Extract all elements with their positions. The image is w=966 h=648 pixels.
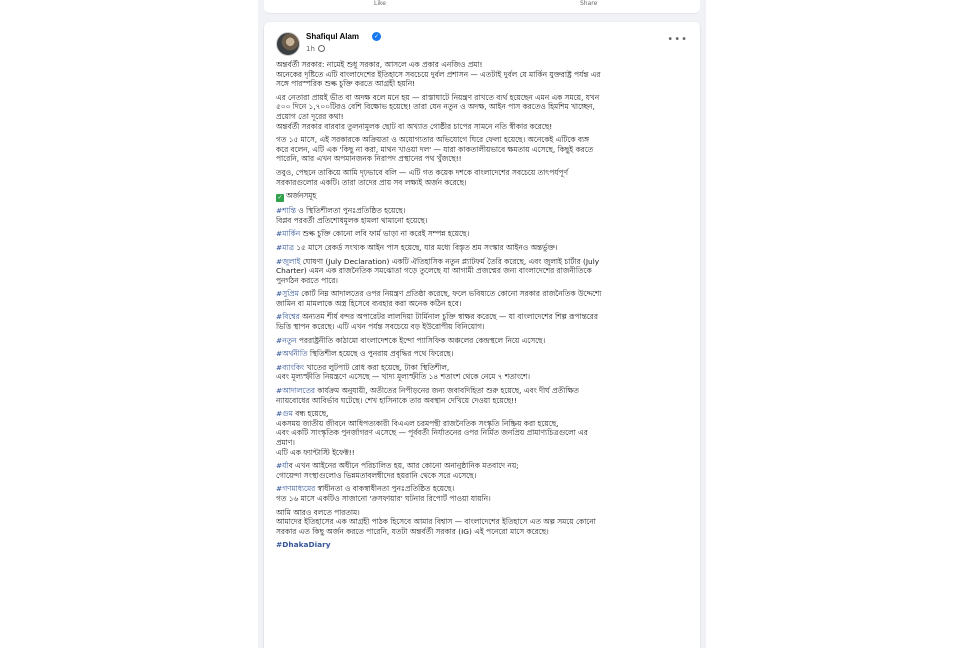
item-text: ন্যায়বোধের আবির্ভাব ঘটেছে। শেখ হাসিনাকে তার অবস্থান দেখিয়ে দেওয়া হয়েছে!! — [276, 395, 518, 405]
achievements-heading — [276, 191, 688, 202]
achievement-item — [276, 229, 688, 239]
text-line: অনেকের দৃষ্টিতে এটি বাংলাদেশের ইতিহাসে সবচেয়ে দুর্বল প্রশাসন — এতটাই দুর্বল যে মার্কিন যুক্তরাষ্ট্র পর্যন্ত এর — [276, 69, 601, 79]
text-line — [276, 386, 688, 396]
item-text: বিপ্লব পরবর্তী প্রতিশোধমূলক হামলা থামানো হয়েছে। — [276, 215, 428, 225]
achievements-list — [276, 206, 688, 503]
item-text: একসময় জাতীয় জীবনে আধিপত্যকারী বিএএল চরমপন্থী রাজনৈতিক সংস্কৃতি নিষ্ক্রিয় করা হয়েছে, — [276, 418, 559, 428]
paragraph-4 — [276, 168, 688, 187]
text-line — [276, 471, 688, 481]
avatar[interactable] — [276, 32, 300, 56]
text-line — [276, 266, 688, 276]
check-icon: ✓ — [277, 194, 283, 202]
paragraph-3 — [276, 135, 688, 164]
item-text: কোর্ট নিম্ন আদালতের ওপর নিয়ন্ত্রণ প্রতিষ্ঠা করেছে, ফলে ভবিষ্যতে কোনো সরকার রাজনৈতিক উদ্দেশ্যে — [298, 289, 602, 299]
item-text: ভিত্তি স্থাপন করেছে। এটি এখন পর্যন্ত সবচেয়ে বড় ইউরোপীয় বিনিয়োগ। — [276, 322, 485, 332]
previous-post-footer — [264, 0, 700, 14]
item-text: গত ১৬ মাসে একটিও সাজানো 'ক্রসফায়ার' ঘটনার রিপোর্ট পাওয়া যায়নি। — [276, 493, 491, 503]
intro-paragraph — [276, 60, 688, 89]
hashtag-link[interactable]: #মাত্র — [276, 242, 294, 252]
item-text: ঘোষণা (July Declaration) একটি ঐতিহাসিক নতুন প্ল্যাটফর্ম তৈরি করেছে, এবং জুলাই চার্টার (July — [300, 256, 600, 266]
text-line: আমাদের ইতিহাসের এক আগ্রহী পাঠক হিসেবে আমার বিশ্বাস — বাংলাদেশের ইতিহাসে এত অল্প সময়ে কোনো — [276, 517, 596, 527]
closing-paragraph — [276, 508, 688, 537]
text-line — [276, 289, 688, 299]
hashtag-link[interactable]: #অর্থনীতি — [276, 349, 308, 359]
item-text: ্যাব এখন আইনের অধীনে পরিচালিত হয়, আর কোনো অনানুষ্ঠানিক মতবাদে নয়; — [288, 461, 519, 471]
text-line — [276, 396, 688, 406]
like-button[interactable]: Like — [374, 0, 386, 7]
text-line — [276, 206, 688, 216]
achievement-item — [276, 386, 688, 405]
text-line: করে বলেন, এটি এক 'কিছু না করা, মাথন খাওয়া দল' — যারা কাকতালীয়ভাবে ক্ষমতায় এসেছে, কিছুই করতে — [276, 144, 594, 154]
hashtag-link[interactable]: #বিশ্বের — [276, 312, 300, 322]
item-text: খাতের লুটপাট রোধ করা হয়েছে, টাকা স্থিতিশীল, — [304, 362, 450, 372]
hashtag-link[interactable]: #জুলাই — [276, 256, 301, 266]
item-text: এবং মূল্যস্ফীতি নিয়ন্ত্রণে এসেছে — খাদ্য মূল্যস্ফীতি ১৪ শতাংশ থেকে নেমে ৭ শতাংশে। — [276, 372, 531, 382]
item-text: প্রমাণ। — [276, 438, 295, 447]
item-text: এবং একটি সাংস্কৃতিক পুনর্জাগরণ এসেছে — পূর্ববর্তী নির্যাতনের ওপর নির্মিত জনপ্রিয় প্রামাণ্যচিত্রগুলো এর — [276, 428, 588, 438]
achievement-item — [276, 257, 688, 286]
text-line: সরকারগুলোর একটি। তারা তাদের প্রায় সব লক্ষ্যই অর্জন করেছে। — [276, 177, 467, 187]
text-line: অন্তর্বর্তী সরকার বারবার তুলনামূলক ছোট বা অখ্যাত গোষ্ঠীর চাপের সামনে নতি স্বীকার করেছে! — [276, 121, 553, 131]
text-line: ৫০০ দিনে ১,৭০০টিরও বেশি বিক্ষোভ হয়েছে! তারা যেন নতুন ও অদক্ষ, আইন পাস করতেও হিমশিম খাচ্ছেন, — [276, 102, 595, 112]
item-text: অন্যতম শীর্ষ বন্দর অপারেটর লালদিয়া টার্মিনাল চুক্তি স্বাক্ষর করেছে — যা বাংলাদেশের শিল্প রূপান্তরের — [299, 312, 598, 322]
text-line — [276, 299, 688, 309]
text-line — [276, 372, 688, 382]
text-line — [276, 216, 688, 226]
item-text: কার্যক্রম অনুযায়ী, অতীতের নিপীড়নের জন্য জবাবদিহিতা শুরু হয়েছে, এবং দীর্ঘ প্রতীক্ষিত — [314, 386, 579, 396]
text-line: সঙ্গে পারস্পরিক শুল্ক চুক্তি করতে আগ্রহী হয়নি! — [276, 79, 416, 89]
post-header — [274, 30, 690, 58]
text-line — [276, 257, 688, 267]
text-line: গত ১৫ মাসে, এই সরকারকে অক্রিয়তা ও অযোগ্যতার অভিযোগে ঘিরে ফেলা হয়েছে। অনেকেই এটিকে ব্যঙ্গ — [276, 135, 590, 145]
text-line: প্রয়োগ তো দূরের কথা! — [276, 111, 344, 121]
text-line — [276, 336, 688, 346]
paragraph-2 — [276, 93, 688, 131]
hashtag-link[interactable]: #র — [276, 461, 289, 471]
text-line: অন্তর্বর্তী সরকার: নামেই শুধু সরকার, আসলে এক প্রকার এনজিও প্রমা! — [276, 60, 483, 69]
text-line — [276, 448, 688, 458]
heading-text: অর্জনসমূহ — [286, 191, 317, 201]
text-line — [276, 484, 688, 494]
hashtag-link[interactable]: #শান্তি — [276, 206, 296, 216]
achievement-item — [276, 336, 688, 346]
text-line — [276, 409, 688, 419]
item-text: পুনর্গঠন করতে পারে। — [276, 275, 338, 285]
item-text: Charter) এমন এক রাজনৈতিক সমঝোতা গড়ে তুলেছে যা আগামী প্রজন্মের জন্য বাংলাদেশের রাজনীতিকে — [276, 266, 592, 276]
text-line: তবুও, পেছনে তাকিয়ে আমি দৃঢ়ভাবে বলি — এটি গত কয়েক দশকে বাংলাদেশের সবচেয়ে তাৎপর্যপূর্ণ — [276, 167, 569, 177]
text-line — [276, 428, 688, 438]
hashtag-link[interactable]: #গণমাধ্যমের — [276, 484, 316, 494]
item-text: স্বাধীনতা ও বাকস্বাধীনতা পুনঃপ্রতিষ্ঠিত হয়েছে। — [315, 484, 455, 494]
hashtag-link[interactable]: #সুপ্রিম — [276, 289, 299, 299]
text-line — [276, 494, 688, 504]
author-name[interactable]: Shafiqul Alam — [306, 32, 360, 41]
text-line — [276, 363, 688, 373]
text-line: আমি আরও বলতে পারতাম। — [276, 507, 360, 517]
text-line: সরকার এত কিছু অর্জন করতে পারেনি, যতটা অন্তর্বর্তী সরকার (IG) এই পনেরো মাসে করেছে। — [276, 526, 549, 536]
hashtag-link[interactable]: #আদালতের — [276, 386, 315, 396]
share-button[interactable]: Share — [580, 0, 598, 7]
achievement-item — [276, 312, 688, 331]
text-line — [276, 349, 688, 359]
globe-icon — [318, 45, 325, 52]
achievement-item — [276, 461, 688, 480]
text-line — [276, 461, 688, 471]
achievement-item — [276, 206, 688, 225]
post-time[interactable]: 1h — [306, 45, 315, 53]
item-text: এটি এক ফ্যান্টাস্টি ইফেক্ট!! — [276, 447, 355, 457]
verified-icon: ✓ — [373, 33, 380, 40]
hashtag-link[interactable]: #ব্যাংকিং — [276, 362, 305, 372]
item-text: স্থিতিশীল হয়েছে ও পুনরায় প্রবৃদ্ধির পথে ফিরেছে। — [307, 349, 454, 359]
post-meta — [306, 45, 325, 53]
item-text: পররাষ্ট্রনীতি কাঠামো বাংলাদেশকে ইন্দো প্যাসিফিক অঞ্চলের কেন্দ্রস্থলে নিয়ে এসেছে। — [296, 335, 546, 345]
hashtag-link[interactable]: #মার্কিন — [276, 229, 301, 239]
achievement-item — [276, 243, 688, 253]
more-options-icon[interactable]: ••• — [667, 34, 688, 45]
hashtag-link[interactable]: #গুম — [276, 409, 293, 419]
item-text: ১৫ মাসে রেকর্ড সংখ্যক আইন পাস হয়েছে, যার মধ্যে বিস্তৃত শ্রম সংস্কার আইনও অন্তর্ভুক্ত। — [293, 242, 558, 252]
footer-hashtag[interactable]: #DhakaDiary — [276, 540, 331, 550]
post-body — [276, 60, 688, 554]
item-text: শুল্ক চুক্তি কোনো লবি ফার্ম ভাড়া না করেই সম্পন্ন হয়েছে। — [300, 229, 470, 239]
item-text: গোয়েন্দা সংস্থাগুলোও ভিন্নমতাবলম্বীদের হয়রানি থেকে সরে এসেছে। — [276, 470, 477, 480]
item-text: ও স্থিতিশীলতা পুনঃপ্রতিষ্ঠিত হয়েছে। — [295, 206, 406, 216]
hashtag-link[interactable]: #নতুন — [276, 335, 297, 345]
text-line — [276, 438, 688, 448]
text-line — [276, 322, 688, 332]
achievement-item — [276, 349, 688, 359]
achievement-item — [276, 363, 688, 382]
item-text: জামিন বা মামলাকে অস্ত্র হিসেবে ব্যবহার করা অনেক কঠিন হবে। — [276, 298, 462, 308]
text-line: পারেনি, আর এখন অপমানজনক নিরাপদ প্রস্থানের পথ খুঁজছে!! — [276, 154, 462, 164]
achievement-item — [276, 409, 688, 457]
achievement-item — [276, 484, 688, 503]
text-line — [276, 243, 688, 253]
text-line: এর নেতারা প্রায়ই ভীত বা অদক্ষ বলে মনে হয় — রাস্তাঘাটে নিয়ন্ত্রণ রাখতে ব্যর্থ হয়েছেন এমন এক সময়ে, যখন — [276, 92, 600, 102]
text-line — [276, 229, 688, 239]
text-line — [276, 276, 688, 286]
post-card — [264, 22, 700, 648]
achievement-item — [276, 289, 688, 308]
text-line — [276, 419, 688, 429]
item-text: বন্ধ হয়েছে, — [292, 409, 329, 419]
text-line — [276, 312, 688, 322]
